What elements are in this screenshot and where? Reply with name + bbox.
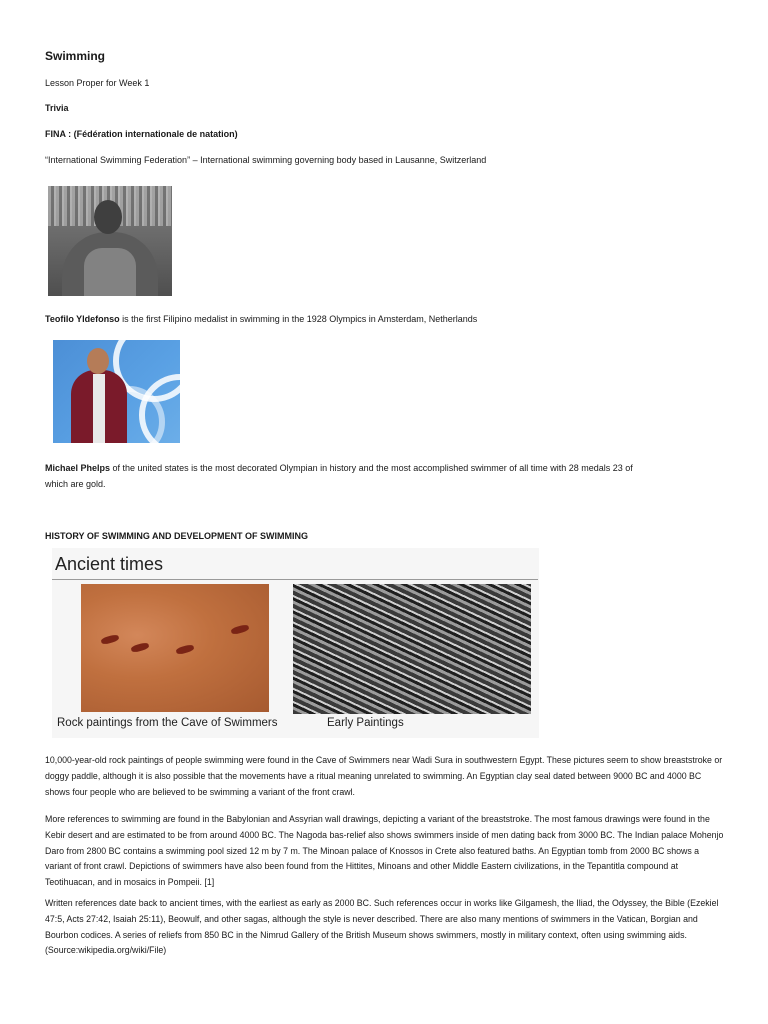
yldefonso-photo	[48, 186, 172, 296]
paragraph-2: More references to swimming are found in the Babylonian and Assyrian wall drawings, depicting a variant of the breaststroke. The most famous drawings were found in the Kebir desert and are estimated to be from around 4000 BC. The Nagoda bas-relief also shows swimmers inside of men dating back from 3000 BC. The Indian palace Mohenjo Daro from 2800 BC contains a swimming pool sized 12 m by 7 m. The Minoan palace of Knossos in Crete also featured baths. An Egyptian tomb from 2000 BC shows a variant of front crawl. Depictions of swimmers have also been found from the Hittites, Minoans and other Middle Eastern civilizations, in the Tepantitla compound at Teotihuacan, and in mosaics in Pompeii. [1]	[45, 814, 724, 888]
phelps-name: Michael Phelps	[45, 463, 111, 473]
trivia-label: Trivia	[45, 103, 69, 113]
rock-painting-image	[81, 584, 269, 712]
paragraph-3: Written references date back to ancient times, with the earliest as early as 2000 BC. Such references occur in works like Gilgamesh, the Iliad, the Odyssey, the Bible (Ezekiel 47:5, Acts 27:42, Isaiah 25:11), Beowulf, and other sagas, although the style is never described. There are also many mentions of swimmers in the Vatican, Borgian and Bourbon codices. A series of reliefs from 850 BC in the Nimrud Gallery of the British Museum shows swimmers, mostly in military context, often using swimming aids. (Source:wikipedia.org/wiki/File)	[45, 898, 719, 956]
phelps-photo	[53, 340, 180, 443]
fina-text: “International Swimming Federation” – International swimming governing body based in Lausanne, Switzerland	[45, 155, 487, 165]
ancient-times-figure	[52, 548, 539, 738]
phelps-caption-line2: which are gold.	[45, 479, 106, 489]
figure-divider	[52, 579, 538, 580]
paragraph-1: 10,000-year-old rock paintings of people swimming were found in the Cave of Swimmers near Wadi Sura in southwestern Egypt. These pictures seem to show breaststroke or doggy paddle, although it is also possible that the movements have a ritual meaning unrelated to swimming. An Egyptian clay seal dated between 9000 BC and 4000 BC shows four people who are believed to be swimming a variant of the front crawl.	[45, 755, 723, 797]
fina-heading: FINA : (Fédération internationale de natation)	[45, 129, 238, 139]
phelps-caption-line1	[45, 462, 633, 474]
page-title: Swimming	[45, 49, 106, 63]
yldefonso-name: Teofilo Yldefonso	[45, 314, 120, 324]
caption-early-paintings: Early Paintings	[327, 717, 404, 729]
history-heading: HISTORY OF SWIMMING AND DEVELOPMENT OF SWIMMING	[45, 531, 308, 541]
figure-heading: Ancient times	[55, 554, 164, 574]
yldefonso-caption	[45, 313, 477, 325]
yldefonso-text: is the first Filipino medalist in swimming in the 1928 Olympics in Amsterdam, Netherlands	[119, 314, 478, 324]
phelps-text: of the united states is the most decorated Olympian in history and the most accomplished swimmer of all time with 28 medals 23 of	[110, 463, 633, 473]
page-subtitle: Lesson Proper for Week 1	[45, 78, 150, 88]
caption-rock-paintings: Rock paintings from the Cave of Swimmers	[57, 717, 278, 729]
early-painting-image	[293, 584, 531, 714]
